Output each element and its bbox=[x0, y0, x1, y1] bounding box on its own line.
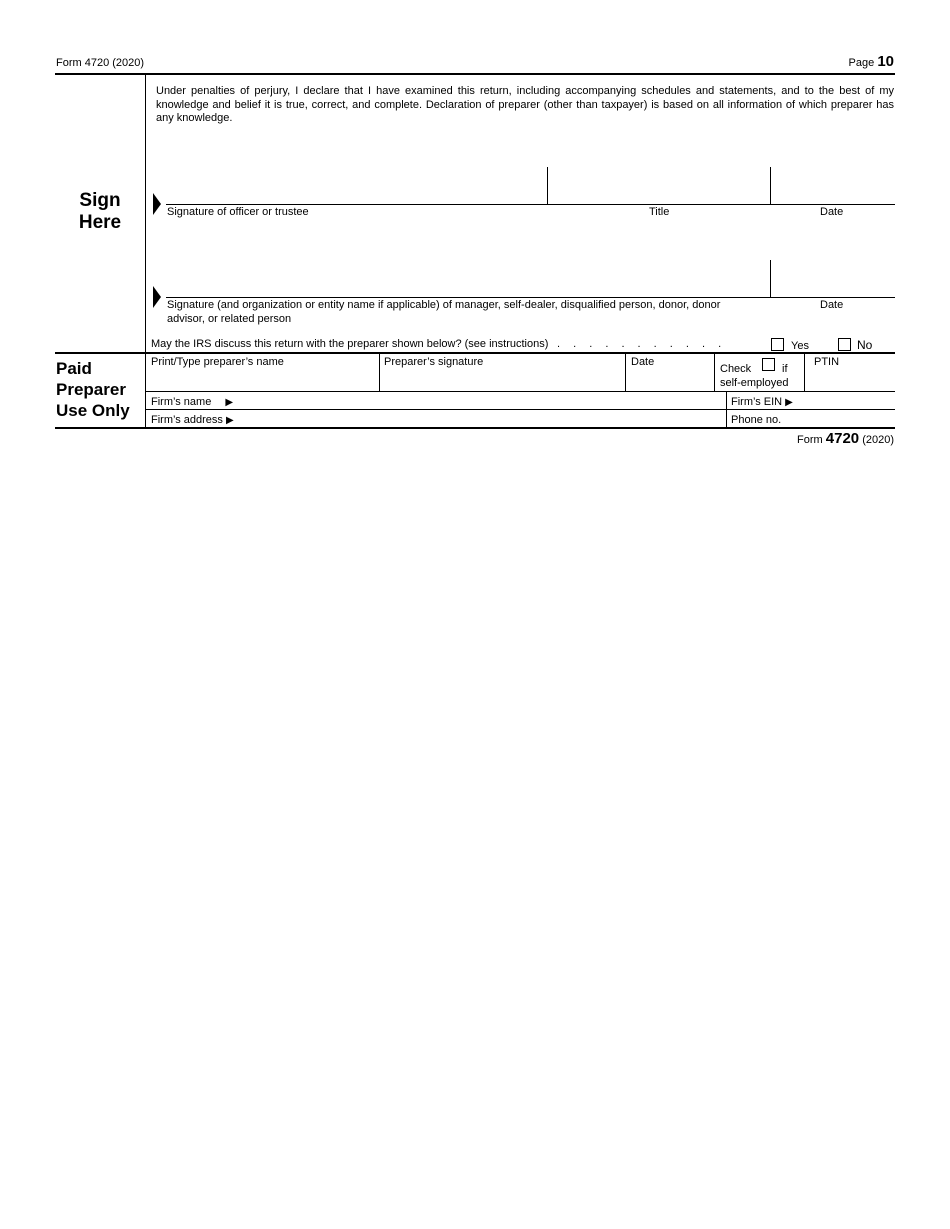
preparer-date-label: Date bbox=[631, 356, 655, 368]
check-label: Check bbox=[720, 363, 752, 375]
date-label-1: Date bbox=[820, 206, 844, 218]
sign-here-label bbox=[60, 190, 140, 234]
officer-signature-label: Signature of officer or trustee bbox=[167, 206, 309, 218]
officer-signature-line bbox=[166, 204, 895, 205]
bottom-rule bbox=[55, 427, 895, 429]
phone-label: Phone no. bbox=[731, 414, 782, 426]
firm-address-text: Firm’s address bbox=[151, 414, 223, 426]
preparer-label: Preparer bbox=[56, 380, 126, 399]
preparer-signature-label: Preparer’s signature bbox=[384, 356, 484, 368]
date-label-2: Date bbox=[820, 299, 844, 311]
page-number-value: 10 bbox=[877, 53, 894, 70]
firm-address-label bbox=[151, 414, 234, 427]
date-divider-1 bbox=[770, 167, 771, 205]
manager-signature-field[interactable] bbox=[166, 259, 768, 297]
manager-signature-line bbox=[166, 297, 895, 298]
firm-ein-text: Firm’s EIN bbox=[731, 396, 783, 408]
firm-name-text: Firm’s name bbox=[151, 396, 212, 408]
no-label: No bbox=[857, 338, 873, 352]
manager-signature-label-1: Signature (and organization or entity name if applicable) of manager, self-dealer, disqualified person, donor, donor bbox=[167, 299, 721, 311]
discuss-no-checkbox[interactable] bbox=[838, 338, 851, 351]
officer-signature-field[interactable] bbox=[166, 166, 546, 204]
yes-label: Yes bbox=[791, 340, 809, 352]
title-label: Title bbox=[649, 206, 670, 218]
officer-date-field[interactable] bbox=[772, 166, 894, 204]
sign-label: Sign bbox=[79, 190, 121, 211]
page-prefix: Page bbox=[848, 57, 875, 69]
arrow-right-icon: ▶ bbox=[225, 397, 234, 408]
ptin-label: PTIN bbox=[814, 356, 840, 368]
use-only-label: Use Only bbox=[56, 401, 130, 420]
manager-date-field[interactable] bbox=[772, 259, 894, 297]
top-rule bbox=[55, 73, 895, 75]
firm-name-label bbox=[151, 396, 233, 409]
discuss-yes-checkbox[interactable] bbox=[771, 338, 784, 351]
preparer-name-label: Print/Type preparer’s name bbox=[151, 356, 284, 368]
title-divider bbox=[547, 167, 548, 205]
footer-form-number: 4720 bbox=[825, 430, 860, 447]
signature-arrow-icon bbox=[153, 286, 161, 308]
footer-form-id bbox=[797, 431, 894, 448]
perjury-declaration: Under penalties of perjury, I declare that I have examined this return, including accompanying schedules and statements, and to the best of my knowledge and belief it is true, correct, and complete. Declaration of preparer (other than taxpayer) is based on all information of which preparer has any knowledge. bbox=[156, 85, 894, 124]
discuss-question: May the IRS discuss this return with the preparer shown below? (see instructions) bbox=[151, 338, 549, 350]
manager-signature-label-2: advisor, or related person bbox=[167, 313, 292, 325]
discuss-dots: . . . . . . . . . . . bbox=[557, 338, 727, 350]
paid-label: Paid bbox=[56, 359, 92, 378]
here-label: Here bbox=[78, 212, 122, 233]
paid-preparer-label bbox=[56, 358, 130, 421]
signature-arrow-icon bbox=[153, 193, 161, 215]
page-number bbox=[849, 55, 894, 70]
firm-ein-label bbox=[731, 396, 793, 409]
if-label: if bbox=[782, 363, 788, 375]
self-employed-checkbox[interactable] bbox=[762, 358, 775, 371]
date-divider-2 bbox=[770, 260, 771, 298]
form-id: Form 4720 (2020) bbox=[56, 57, 145, 69]
footer-year: (2020) bbox=[862, 434, 894, 446]
preparer-col-divider-3 bbox=[714, 353, 715, 391]
self-employed-label: self-employed bbox=[720, 377, 789, 389]
officer-title-field[interactable] bbox=[549, 166, 769, 204]
arrow-right-icon: ▶ bbox=[225, 415, 234, 426]
arrow-right-icon: ▶ bbox=[785, 397, 793, 408]
footer-form-prefix: Form bbox=[797, 434, 823, 446]
